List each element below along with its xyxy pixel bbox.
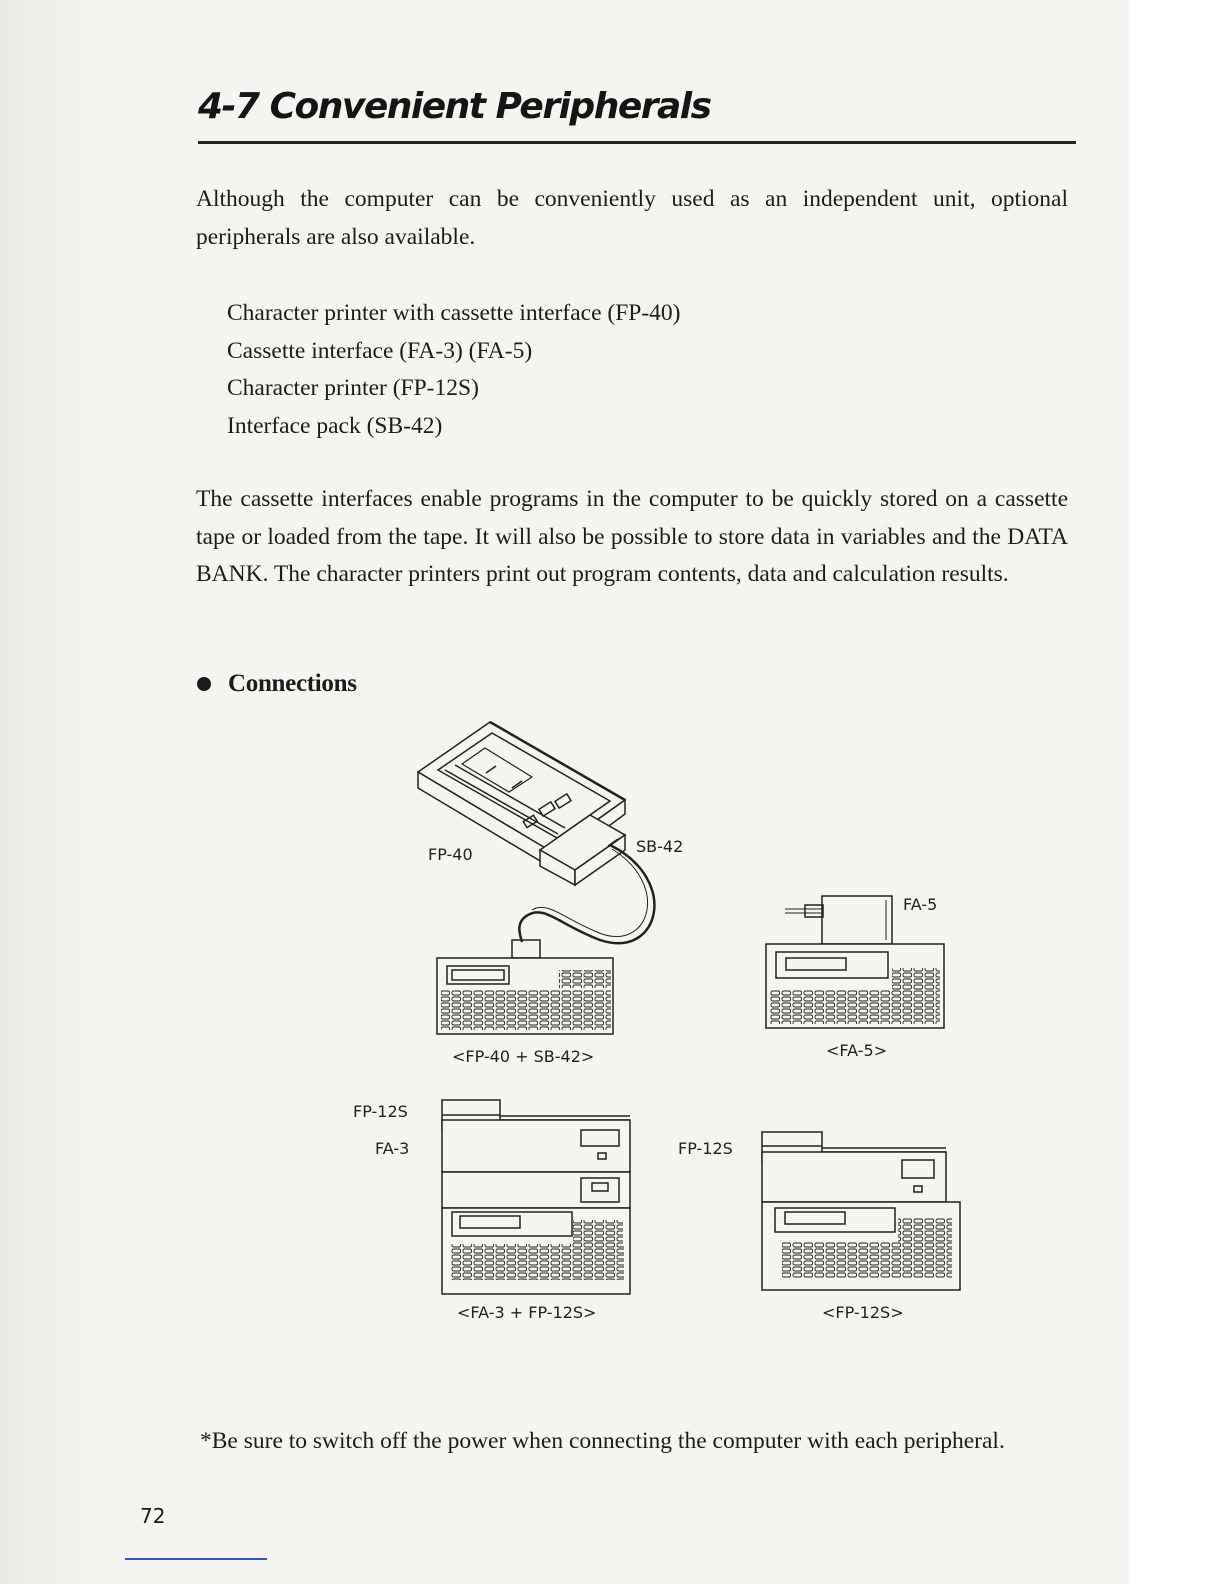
note-asterisk: * <box>200 1428 212 1454</box>
caption-fp12s: <FP-12S> <box>822 1303 904 1322</box>
label-fp12s-right: FP-12S <box>678 1139 733 1158</box>
label-fa3: FA-3 <box>375 1139 410 1158</box>
list-item: Character printer (FP-12S) <box>227 375 479 402</box>
intro-paragraph: Although the computer can be conveniently used as an independent unit, optional peripherals are also available. <box>196 186 1068 250</box>
note-text: Be sure to switch off the power when connecting the computer with each peripheral. <box>211 1428 1005 1454</box>
note-paragraph <box>200 1422 1070 1460</box>
caption-fa5: <FA-5> <box>826 1041 888 1060</box>
page-number: 72 <box>140 1504 166 1528</box>
description-paragraph: The cassette interfaces enable programs in the computer to be quickly stored on a cassette tape or loaded from the tape. It will also be possible to store data in variables and the DATA BANK. The character printers print out program contents, data and calculation results. <box>196 486 1068 588</box>
fp12s-drawing <box>762 1132 960 1290</box>
computer-drawing <box>437 958 613 1034</box>
connections-title: Connections <box>228 670 357 697</box>
fa3-fp12s-drawing <box>442 1100 630 1294</box>
label-fp12s-left: FP-12S <box>353 1102 408 1121</box>
fp40-printer-drawing <box>418 722 654 958</box>
label-sb42: SB-42 <box>636 837 684 856</box>
caption-fp40-sb42: <FP-40 + SB-42> <box>452 1047 595 1066</box>
list-item: Cassette interface (FA-3) (FA-5) <box>227 337 533 364</box>
list-item: Interface pack (SB-42) <box>227 412 443 439</box>
fa5-drawing <box>766 896 944 1028</box>
footer-rule <box>125 1558 267 1560</box>
list-item: Character printer with cassette interface (FP-40) <box>227 300 681 326</box>
caption-fa3-fp12s: <FA-3 + FP-12S> <box>457 1303 597 1322</box>
label-fa5: FA-5 <box>903 895 938 914</box>
section-heading: 4-7 Convenient Peripherals <box>198 86 711 127</box>
label-fp40: FP-40 <box>428 845 473 864</box>
